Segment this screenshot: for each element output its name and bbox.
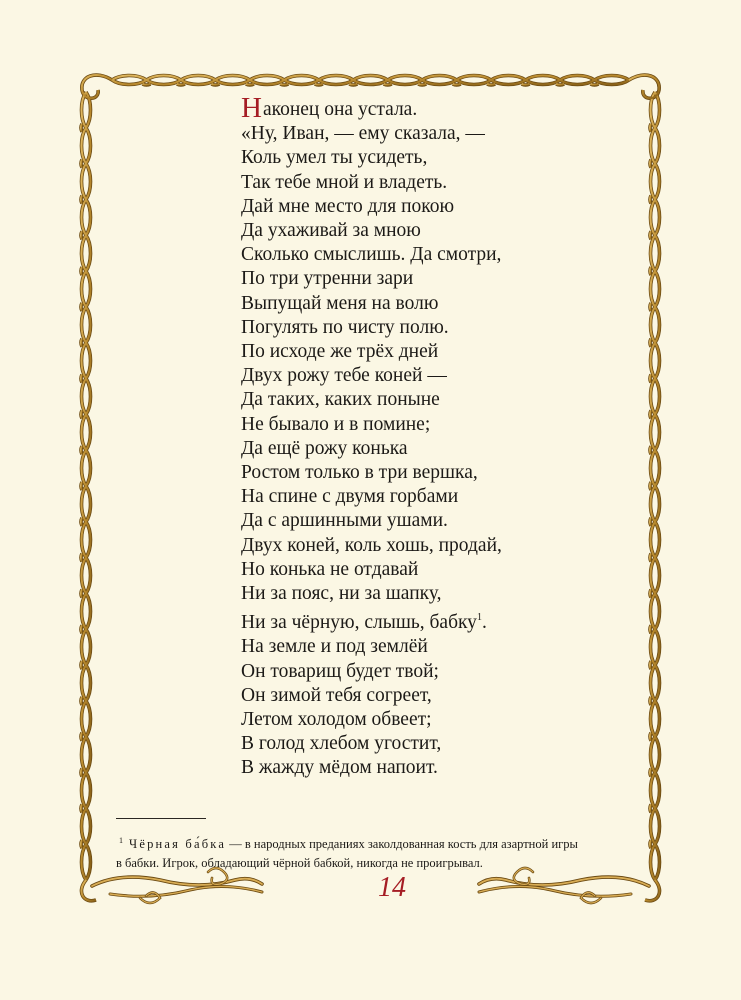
poem-line-text: Двух коней, коль хошь, продай,: [241, 534, 502, 556]
poem-line: [241, 171, 502, 195]
poem-line-text: Дай мне место для покою: [241, 195, 455, 217]
ornamental-swirl-right: [479, 868, 649, 903]
poem-line: [241, 122, 502, 146]
poem-line: [241, 582, 502, 606]
poem-line-text: Коль умел ты усидеть,: [241, 147, 428, 169]
poem-line: [241, 146, 502, 170]
first-line-text: аконец она устала.: [262, 99, 418, 120]
poem-line: [241, 606, 502, 635]
poem-line-text: Он зимой тебя согреет,: [241, 684, 432, 706]
footnote-divider: [116, 818, 206, 819]
poem-line-text: Погулять по чисту полю.: [241, 316, 449, 338]
poem-lines: [241, 122, 502, 780]
poem-line-text: Да ухаживай за мною: [241, 220, 421, 242]
footnote-term: Чёрная ба́бка: [129, 837, 227, 851]
poem-line: [241, 292, 502, 316]
footnote-reference[interactable]: 1: [476, 612, 482, 624]
poem-line-text: По три утренни зари: [241, 268, 414, 290]
poem-line-text: Он товарищ будет твой;: [241, 660, 439, 682]
poem-line-text: Так тебе мной и владеть.: [241, 171, 448, 193]
poem-line: [241, 413, 502, 437]
poem-line: [241, 684, 502, 708]
poem-line: [241, 364, 502, 388]
poem-line: [241, 558, 502, 582]
poem-line: [241, 243, 502, 267]
poem-line-text: По исходе же трёх дней: [241, 341, 439, 363]
footnote-text-1: — в народных преданиях заколдованная кость для азартной игры: [226, 837, 578, 851]
poem-line: [241, 195, 502, 219]
poem-line: [241, 756, 502, 780]
poem-line: [241, 509, 502, 533]
poem-line-text: Летом холодом обвеет;: [241, 709, 432, 731]
poem-line-text: На земле и под землёй: [241, 636, 428, 658]
poem-line-text: Да ещё рожу конька: [241, 437, 408, 459]
footnote: [116, 832, 636, 872]
poem-line-text: Двух рожу тебе коней —: [241, 365, 447, 387]
poem-line-text: Да таких, каких понынe: [241, 389, 440, 411]
poem-line: [241, 534, 502, 558]
line-end-punctuation: .: [481, 612, 487, 634]
poem-line-text: Не бывало и в помине;: [241, 413, 431, 435]
footnote-number: 1: [119, 836, 123, 845]
poem-line-text: Ни за чёрную, слышь, бабку: [241, 612, 477, 634]
poem-line: [241, 340, 502, 364]
poem-line: [241, 660, 502, 684]
poem-line-text: Да с аршинными ушами.: [241, 510, 448, 532]
poem-line-text: Выпущай меня на волю: [241, 292, 439, 314]
poem-line: [241, 732, 502, 756]
poem-line-text: Ростом только в три вершка,: [241, 462, 478, 484]
poem-line-text: В голод хлебом угостит,: [241, 733, 442, 755]
poem: [241, 92, 502, 781]
poem-line: [241, 461, 502, 485]
footnote-text-2: в бабки. Игрок, обладающий чёрной бабкой, никогда не проигрывал.: [116, 855, 483, 870]
poem-line-text: В жажду мёдом напоит.: [241, 757, 438, 779]
poem-line-text: На спине с двумя горбами: [241, 486, 459, 508]
poem-line: [241, 437, 502, 461]
poem-line: [241, 219, 502, 243]
poem-line: [241, 708, 502, 732]
poem-first-line: [241, 92, 502, 124]
page-number: 14: [378, 872, 406, 903]
poem-line: [241, 388, 502, 412]
footnote-line: [116, 832, 636, 854]
poem-line-text: Но конька не отдавай: [241, 558, 419, 580]
poem-line-text: «Ну, Иван, — ему сказала, —: [241, 123, 485, 145]
poem-line: [241, 485, 502, 509]
drop-cap: Н: [241, 92, 262, 124]
ornamental-swirl-left: [92, 868, 262, 903]
poem-line: [241, 316, 502, 340]
poem-line-text: Сколько смыслишь. Да смотри,: [241, 244, 502, 266]
poem-line-text: Ни за пояс, ни за шапку,: [241, 583, 442, 605]
poem-line: [241, 267, 502, 291]
poem-line: [241, 635, 502, 659]
